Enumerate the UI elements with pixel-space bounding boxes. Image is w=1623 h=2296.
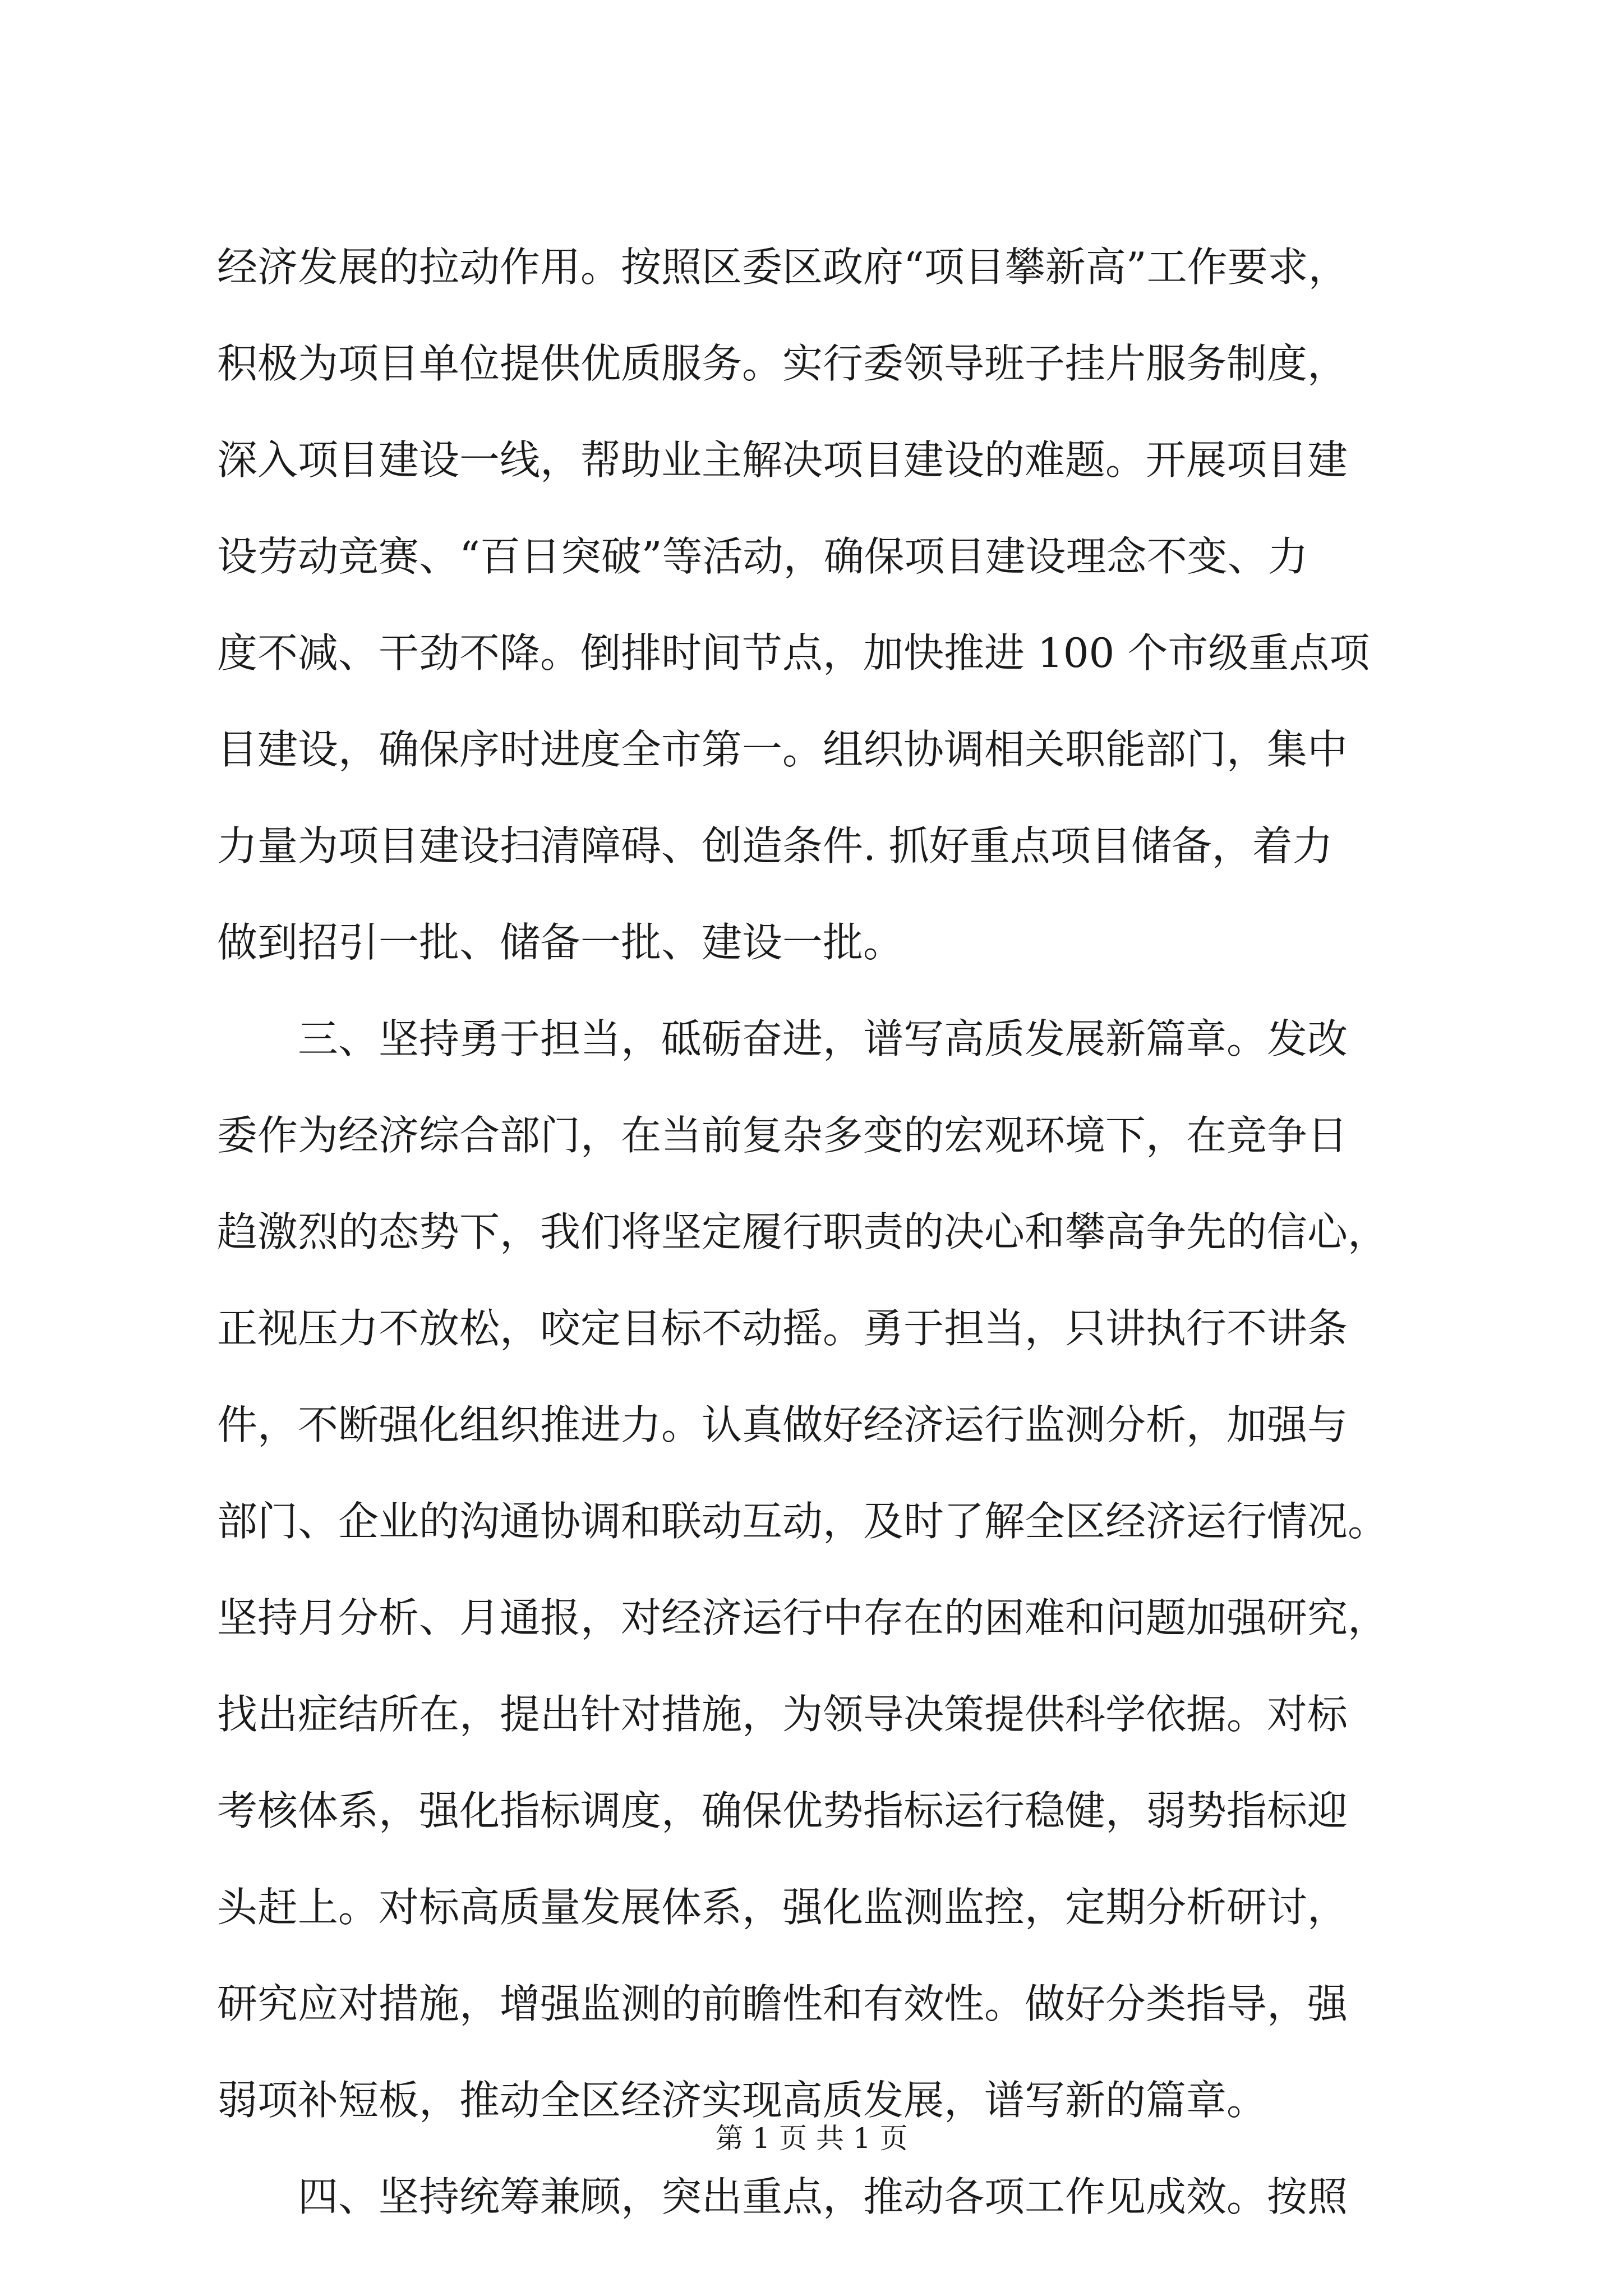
text-line: 部门、企业的沟通协调和联动互动，及时了解全区经济运行情况。 xyxy=(217,1498,1389,1545)
text-line: 头赶上。对标高质量发展体系，强化监测监控，定期分析研讨， xyxy=(217,1884,1348,1931)
text-line: 件，不断强化组织推进力。认真做好经济运行监测分析，加强与 xyxy=(217,1401,1348,1448)
text-line: 找出症结所在，提出针对措施，为领导决策提供科学依据。对标 xyxy=(217,1691,1348,1738)
text-line: 研究应对措施，增强监测的前瞻性和有效性。做好分类指导，强 xyxy=(217,1980,1348,2027)
text-line: 设劳动竞赛、“百日突破”等活动，确保项目建设理念不变、力 xyxy=(217,533,1308,580)
text-line: 力量为项目建设扫清障碍、创造条件. 抓好重点项目储备，着力 xyxy=(217,822,1333,869)
text-line: 弱项补短板，推动全区经济实现高质发展，谱写新的篇章。 xyxy=(217,2077,1267,2124)
text-line: 深入项目建设一线，帮助业主解决项目建设的难题。开展项目建 xyxy=(217,436,1348,484)
text-line: 度不减、干劲不降。倒排时间节点，加快推进 100 个市级重点项 xyxy=(217,629,1370,677)
text-line: 经济发展的拉动作用。按照区委区政府“项目攀新高”工作要求， xyxy=(217,243,1349,291)
text-line: 趋激烈的态势下，我们将坚定履行职责的决心和攀高争先的信心， xyxy=(217,1208,1389,1255)
text-line: 考核体系，强化指标调度，确保优势指标运行稳健，弱势指标迎 xyxy=(217,1787,1348,1834)
text-line: 三、坚持勇于担当，砥砺奋进，谱写高质发展新篇章。发改 xyxy=(217,1015,1348,1062)
text-line: 坚持月分析、月通报，对经济运行中存在的困难和问题加强研究， xyxy=(217,1594,1389,1641)
document-body xyxy=(217,219,1423,2245)
text-line: 目建设，确保序时进度全市第一。组织协调相关职能部门，集中 xyxy=(217,726,1348,773)
text-line: 四、坚持统筹兼顾，突出重点，推动各项工作见成效。按照 xyxy=(217,2173,1348,2220)
text-line: 积极为项目单位提供优质服务。实行委领导班子挂片服务制度， xyxy=(217,340,1348,387)
page-number-footer: 第 1 页 共 1 页 xyxy=(715,2122,908,2155)
text-line: 委作为经济综合部门，在当前复杂多变的宏观环境下，在竞争日 xyxy=(217,1112,1348,1159)
text-line: 做到招引一批、储备一批、建设一批。 xyxy=(217,919,904,966)
text-line: 正视压力不放松，咬定目标不动摇。勇于担当，只讲执行不讲条 xyxy=(217,1305,1348,1352)
